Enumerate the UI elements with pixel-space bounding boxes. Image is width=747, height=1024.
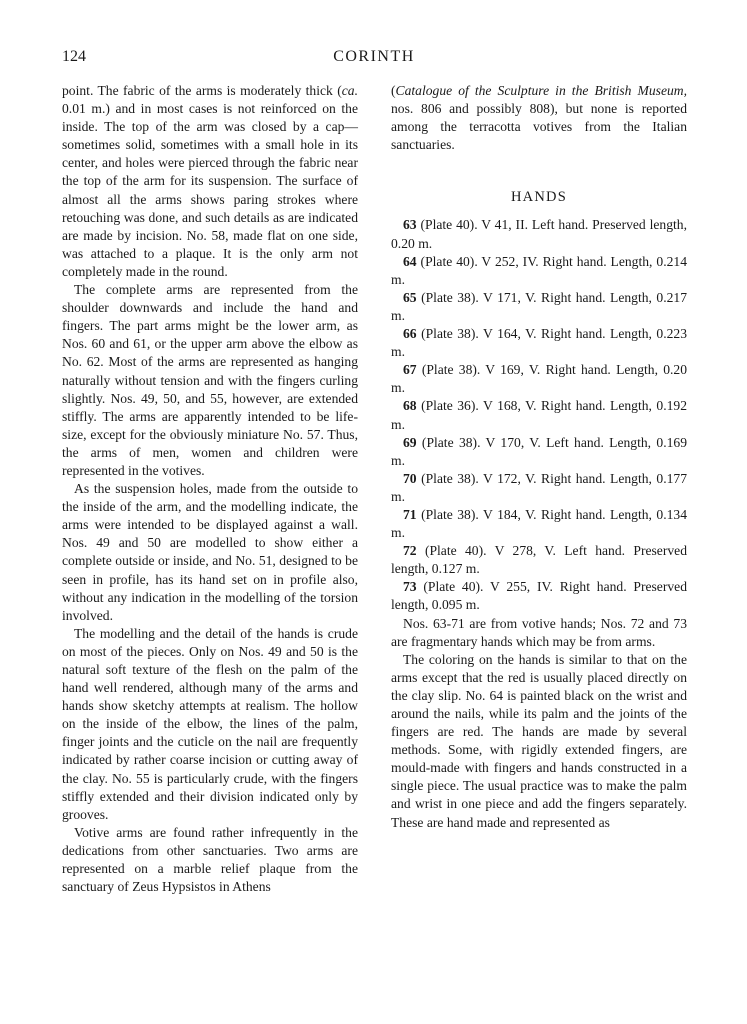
entry-text: (Plate 38). V 164, V. Right hand. Length, 0.223 m. — [391, 326, 687, 360]
entry-text: (Plate 36). V 168, V. Right hand. Length, 0.192 m. — [391, 398, 687, 432]
paragraph-votive-hands-note: Nos. 63-71 are from votive hands; Nos. 72 and 73 are fragmentary hands which may be from arms. — [391, 615, 687, 649]
text-run: 0.01 m.) and in most cases is not reinforced on the inside. The top of the arm was closed by a cap—sometimes solid, sometimes with a small hole in its center, and holes were pierced through the fabric near the top of the arm for its suspension. The surface of almost all the arms shows paring strokes where retouching was done, and such details as are indicated are made by incision. No. 58, made flat on one side, was attached to a plaque. It is the only arm not completely made in the round. — [62, 101, 358, 279]
paragraph-suspension-holes: As the suspension holes, made from the outside to the inside of the arm, and the modelling indicate, the arms were intended to be displayed against a wall. Nos. 49 and 50 are modelled to show either a complete outside or inside, and No. 51, designed to be seen in profile, has its hand set on in profile also, without any indication in the modelling of the torsion involved. — [62, 481, 358, 623]
catalogue-entry — [391, 397, 687, 433]
left-column — [62, 82, 358, 896]
entry-number: 70 — [403, 470, 417, 486]
entry-number: 72 — [403, 543, 417, 559]
paragraph-modelling: The modelling and the detail of the hands is crude on most of the pieces. Only on Nos. 49 and 50 is the natural soft texture of the flesh on the palm of the hand well rendered, although many of the arms and hands show sketchy attempts at realism. The hollow on the inside of the elbow, the lines of the palm, finger joints and the cuticle on the nail are frequently indicated by rather coarse incision or cutting away of the clay. No. 55 is particularly crude, with the fingers stiffly extended and their division indicated only by grooves. — [62, 625, 358, 822]
italic-catalogue-title: Catalogue of the Sculpture in the British Museum, — [395, 83, 687, 98]
right-column — [391, 82, 687, 832]
entry-text: (Plate 38). V 170, V. Left hand. Length, 0.169 m. — [391, 434, 687, 468]
entry-text: (Plate 38). V 172, V. Right hand. Length, 0.177 m. — [391, 470, 687, 504]
catalogue-entry — [391, 434, 687, 470]
entry-number: 67 — [403, 362, 417, 378]
catalogue-entry — [391, 542, 687, 578]
catalogue-entry — [391, 470, 687, 506]
section-heading-hands: HANDS — [511, 189, 567, 206]
entry-text: (Plate 38). V 169, V. Right hand. Length, 0.20 m. — [391, 362, 687, 396]
paragraph-fabric — [62, 82, 358, 281]
catalogue-entry — [391, 216, 687, 252]
entry-number: 69 — [403, 434, 417, 450]
entry-number: 68 — [403, 398, 417, 414]
entry-number: 64 — [403, 253, 417, 269]
paragraph-complete-arms: The complete arms are represented from the shoulder downwards and include the hand and fingers. The part arms might be the lower arm, as Nos. 60 and 61, or the upper arm above the elbow as No. 62. Most of the arms are represented as hanging naturally without tension and with the fingers curling slightly. Nos. 49, 50, and 55, however, are extended stiffly. The arms are apparently intended to be life-size, except for the obviously miniature No. 57. Thus, the arms of men, women and children were represented in the votives. — [62, 282, 358, 478]
entry-number: 71 — [403, 506, 417, 522]
text-run: point. The fabric of the arms is moderately thick ( — [62, 83, 342, 98]
catalogue-entry — [391, 289, 687, 325]
entry-text: (Plate 38). V 184, V. Right hand. Length, 0.134 m. — [391, 506, 687, 541]
text-run: ( — [391, 83, 396, 98]
running-title: CORINTH — [333, 48, 415, 65]
catalogue-entry — [391, 578, 687, 614]
entry-text: (Plate 40). V 255, IV. Right hand. Preserved length, 0.095 m. — [391, 579, 687, 613]
entry-text: (Plate 40). V 278, V. Left hand. Preserved length, 0.127 m. — [391, 543, 687, 577]
italic-ca: ca. — [341, 83, 358, 98]
entry-text: (Plate 40). V 41, II. Left hand. Preserved length, 0.20 m. — [391, 217, 687, 251]
entry-text: (Plate 40). V 252, IV. Right hand. Length, 0.214 m. — [391, 253, 687, 287]
catalogue-entry — [391, 253, 687, 289]
catalogue-entry — [391, 506, 687, 542]
entry-number: 63 — [403, 217, 417, 233]
entry-number: 66 — [403, 326, 417, 342]
entry-text: (Plate 38). V 171, V. Right hand. Length, 0.217 m. — [391, 289, 687, 323]
catalogue-entry — [391, 361, 687, 397]
paragraph-catalogue-continuation — [391, 82, 687, 154]
page-number: 124 — [62, 48, 86, 65]
text-run: nos. 806 and possibly 808), but none is reported among the terracotta votives from the Italian sanctuaries. — [391, 101, 687, 153]
paragraph-votive-arms: Votive arms are found rather infrequently in the dedications from other sanctuaries. Two arms are represented on a marble relief plaque from the sanctuary of Zeus Hypsistos in Athens — [62, 824, 358, 895]
page-header — [62, 48, 686, 72]
entry-number: 73 — [403, 579, 417, 595]
catalogue-entries — [391, 216, 687, 614]
paragraph-coloring: The coloring on the hands is similar to that on the arms except that the red is usually placed directly on the clay slip. No. 64 is painted black on the wrist and around the nails, while its palm and the joints of the fingers are red. The hands are made by several methods. Some, with rigidly extended fingers, are mould-made with fingers and hands constructed in a single piece. The usual practice was to make the palm and wrist in one piece and add the fingers separately. These are hand made and represented as — [391, 651, 687, 830]
entry-number: 65 — [403, 289, 417, 305]
catalogue-entry — [391, 325, 687, 361]
